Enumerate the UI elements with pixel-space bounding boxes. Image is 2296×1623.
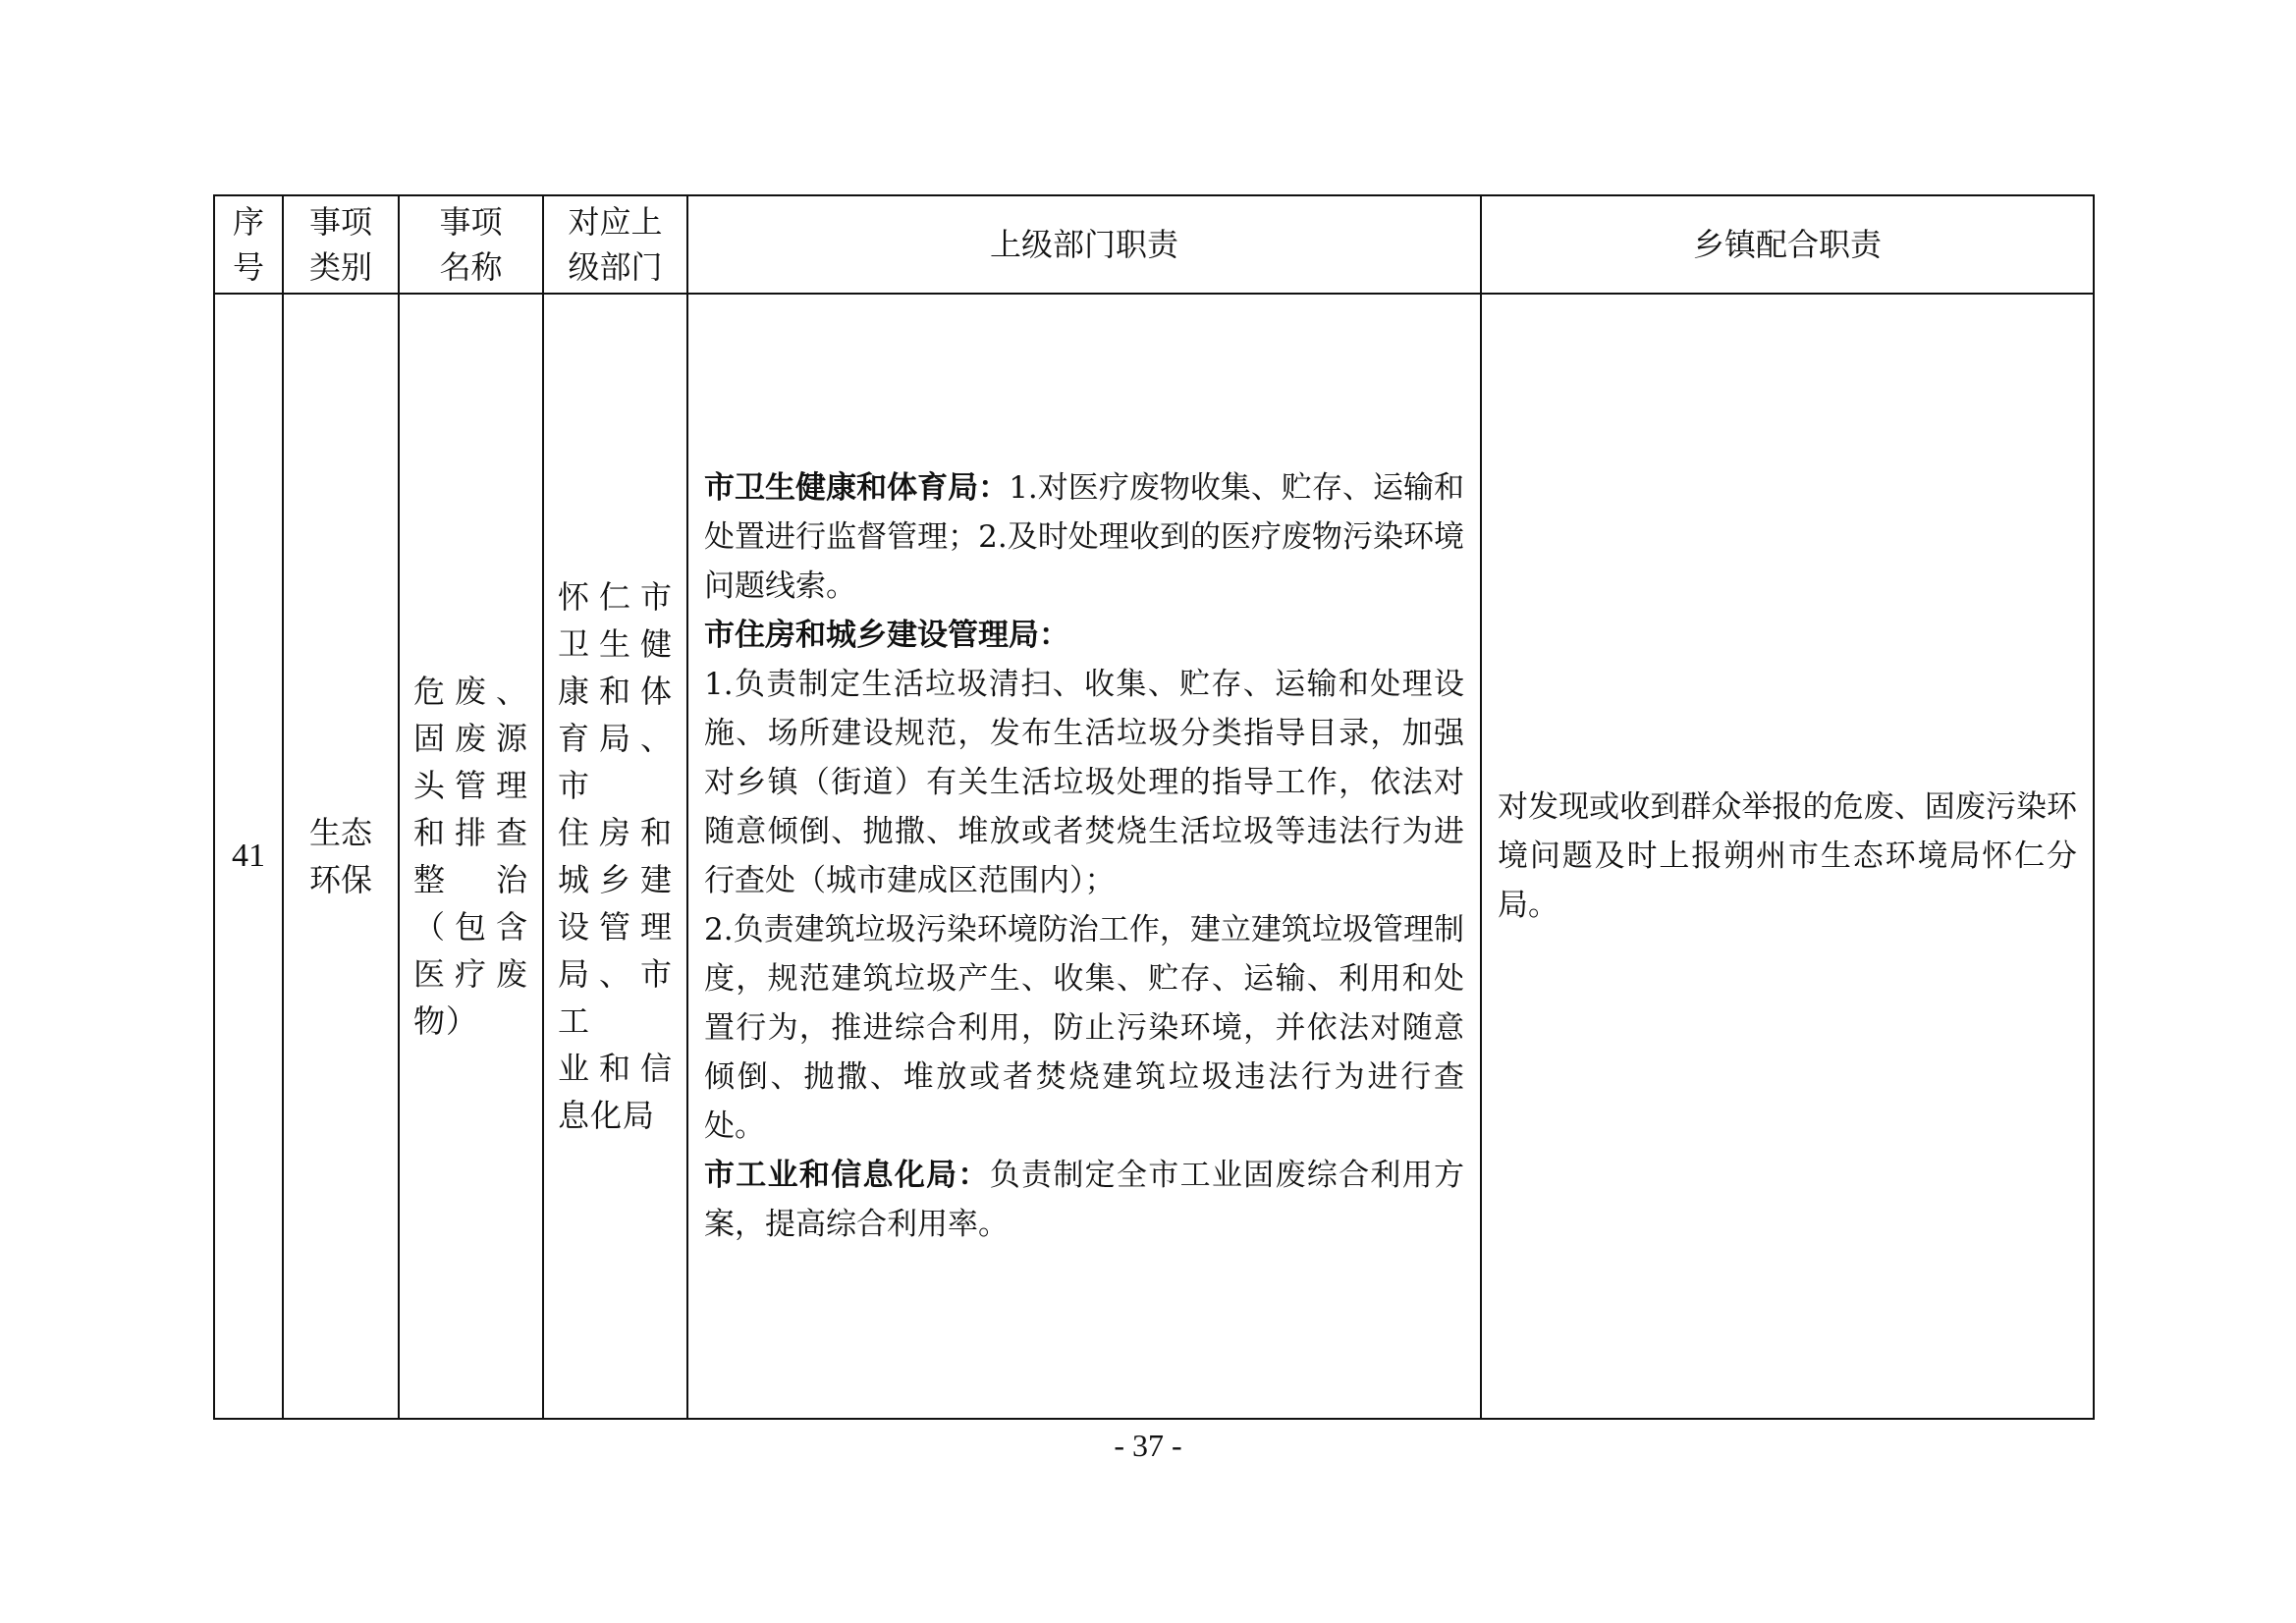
upper-duty-paragraph xyxy=(704,611,1464,660)
header-dept-line-1: 对应上 xyxy=(568,203,663,241)
header-dept xyxy=(543,195,687,294)
row-item-name-line: 整 治 xyxy=(413,861,528,898)
table-row xyxy=(214,294,2094,1419)
row-item-name-line: 物） xyxy=(413,1002,479,1040)
table-header-row xyxy=(214,195,2094,294)
row-dept xyxy=(543,294,687,1419)
row-dept-line: 业和信 xyxy=(558,1050,673,1087)
duty-text: 1.对医疗废物收集、贮存、运输和处置进行监督管理；2.及时处理收到的医疗废物污染环境问题线索。 xyxy=(704,470,1465,604)
row-item-name-line: （包含 xyxy=(413,908,528,946)
page-number: - 37 - xyxy=(1114,1428,1182,1463)
header-seq xyxy=(214,195,283,294)
header-seq-line-2: 号 xyxy=(232,248,264,286)
row-item-name xyxy=(399,294,543,1419)
dept-heading: 市工业和信息化局： xyxy=(704,1158,990,1193)
row-item-name-line: 医疗废 xyxy=(413,955,528,993)
row-category-line-2: 环保 xyxy=(308,861,372,898)
header-town-duty: 乡镇配合职责 xyxy=(1481,195,2094,294)
upper-duty-paragraph xyxy=(704,660,1464,905)
dept-heading: 市住房和城乡建设管理局： xyxy=(704,618,1069,653)
dept-heading: 市卫生健康和体育局： xyxy=(704,470,1010,506)
header-name-line-1: 事项 xyxy=(439,203,503,241)
duty-text: 负责制定全市工业固废综合利用方案，提高综合利用率。 xyxy=(704,1158,1465,1242)
row-item-name-line: 固废源 xyxy=(413,720,528,757)
header-upper-duty: 上级部门职责 xyxy=(687,195,1481,294)
header-dept-line-2: 级部门 xyxy=(568,248,663,286)
upper-duty-paragraph xyxy=(704,905,1464,1151)
row-item-name-line: 头管理 xyxy=(413,767,528,804)
row-dept-line: 局、市工 xyxy=(558,955,673,1040)
header-category-line-2: 类别 xyxy=(308,248,372,286)
row-item-name-line: 和排查 xyxy=(413,814,528,851)
row-dept-line: 设管理 xyxy=(558,908,673,946)
header-category xyxy=(283,195,399,294)
row-item-name-line: 危废、 xyxy=(413,673,528,710)
row-dept-line: 住房和 xyxy=(558,814,673,851)
row-category-line-1: 生态 xyxy=(308,814,372,851)
row-dept-line: 卫生健 xyxy=(558,625,673,663)
responsibility-table xyxy=(213,194,2095,1420)
row-upper-duty xyxy=(687,294,1481,1419)
upper-duty-paragraph xyxy=(704,463,1464,611)
row-dept-line: 育局、市 xyxy=(558,720,673,804)
row-category xyxy=(283,294,399,1419)
row-dept-line: 城乡建 xyxy=(558,861,673,898)
header-name xyxy=(399,195,543,294)
upper-duty-paragraph xyxy=(704,1151,1464,1249)
row-seq: 41 xyxy=(214,294,283,1419)
row-dept-line: 怀仁市 xyxy=(558,578,673,616)
row-town-duty: 对发现或收到群众举报的危废、固废污染环境问题及时上报朔州市生态环境局怀仁分局。 xyxy=(1481,294,2094,1419)
header-name-line-2: 名称 xyxy=(439,248,503,286)
row-dept-line: 康和体 xyxy=(558,673,673,710)
row-dept-line: 息化局 xyxy=(558,1097,656,1134)
duty-text: 1.负责制定生活垃圾清扫、收集、贮存、运输和处理设施、场所建设规范，发布生活垃圾分类指导目录，加强对乡镇（街道）有关生活垃圾处理的指导工作，依法对随意倾倒、抛撒、堆放或者焚烧生活垃圾等违法行为进行查处（城市建成区范围内）； xyxy=(704,667,1464,898)
duty-text: 2.负责建筑垃圾污染环境防治工作，建立建筑垃圾管理制度，规范建筑垃圾产生、收集、贮存、运输、利用和处置行为，推进综合利用，防止污染环境，并依法对随意倾倒、抛撒、堆放或者焚烧建筑垃圾违法行为进行查处。 xyxy=(704,912,1464,1144)
header-seq-line-1: 序 xyxy=(232,203,264,241)
header-category-line-1: 事项 xyxy=(308,203,372,241)
